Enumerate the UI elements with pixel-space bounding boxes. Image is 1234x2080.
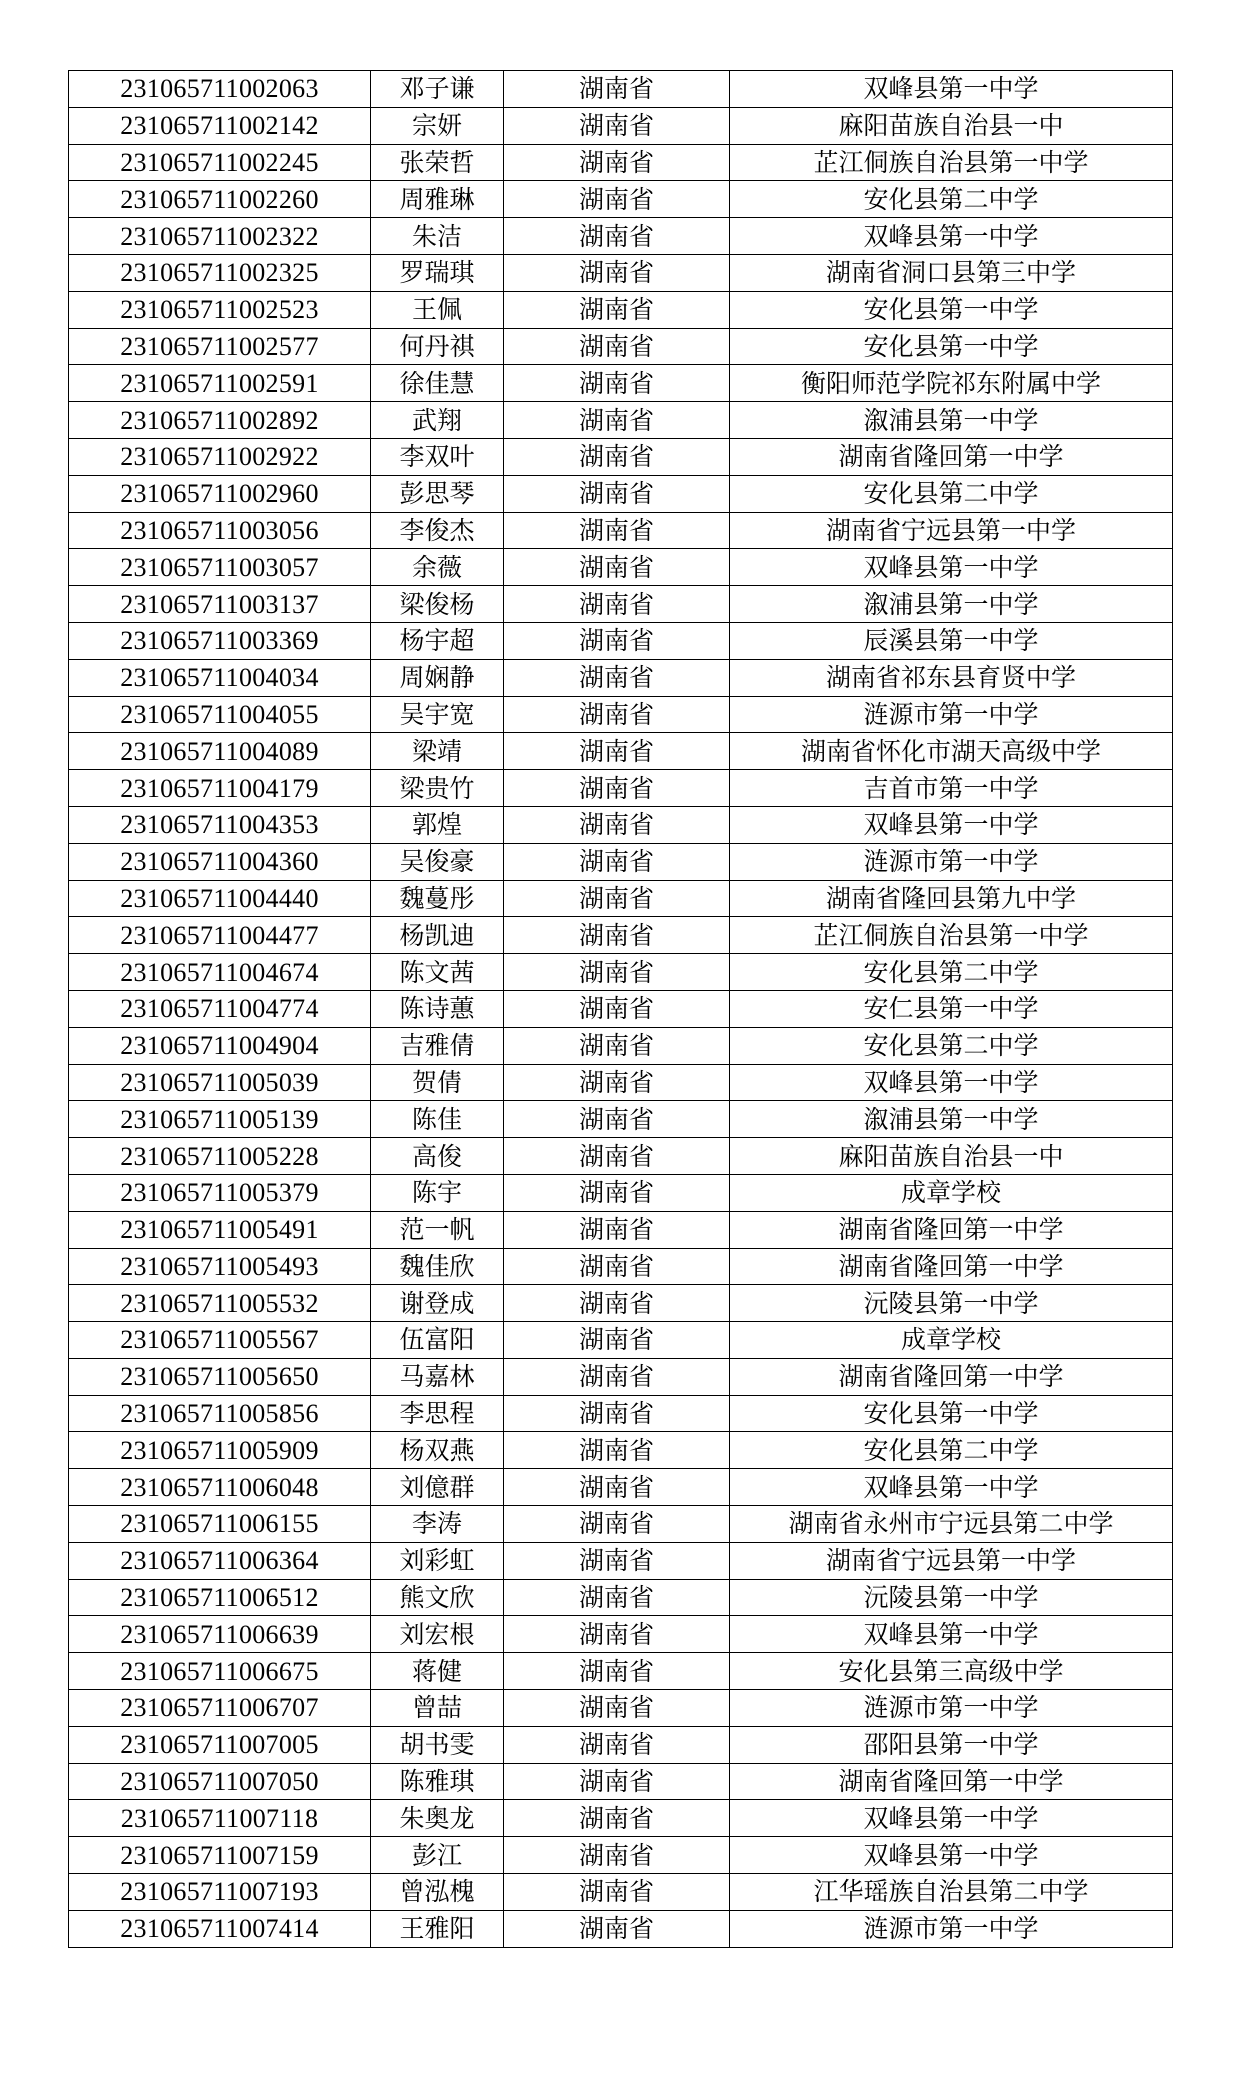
candidate-id-cell: 231065711007118 [69, 1800, 371, 1837]
province-cell: 湖南省 [504, 917, 730, 954]
student-name-cell: 贺倩 [371, 1064, 504, 1101]
school-name-cell: 湖南省宁远县第一中学 [730, 512, 1173, 549]
table-row [69, 1469, 1173, 1506]
school-name-cell: 成章学校 [730, 1322, 1173, 1359]
province-cell: 湖南省 [504, 365, 730, 402]
table-row [69, 1138, 1173, 1175]
candidate-id-cell: 231065711004034 [69, 659, 371, 696]
table-row [69, 1800, 1173, 1837]
candidate-id-cell: 231065711006639 [69, 1616, 371, 1653]
student-name-cell: 李涛 [371, 1506, 504, 1543]
candidate-id-cell: 231065711003369 [69, 622, 371, 659]
candidate-id-cell: 231065711002325 [69, 254, 371, 291]
table-row [69, 1542, 1173, 1579]
candidate-id-cell: 231065711003057 [69, 549, 371, 586]
province-cell: 湖南省 [504, 328, 730, 365]
table-row [69, 1653, 1173, 1690]
table-row [69, 1027, 1173, 1064]
candidate-id-cell: 231065711005567 [69, 1322, 371, 1359]
student-name-cell: 吴俊豪 [371, 843, 504, 880]
student-name-cell: 曾喆 [371, 1690, 504, 1727]
student-name-cell: 刘億群 [371, 1469, 504, 1506]
province-cell: 湖南省 [504, 770, 730, 807]
candidate-id-cell: 231065711002892 [69, 402, 371, 439]
province-cell: 湖南省 [504, 843, 730, 880]
school-name-cell: 湖南省宁远县第一中学 [730, 1542, 1173, 1579]
school-name-cell: 安化县第二中学 [730, 475, 1173, 512]
student-name-cell: 何丹祺 [371, 328, 504, 365]
student-name-cell: 梁俊杨 [371, 586, 504, 623]
student-name-cell: 罗瑞琪 [371, 254, 504, 291]
school-name-cell: 江华瑶族自治县第二中学 [730, 1874, 1173, 1911]
province-cell: 湖南省 [504, 254, 730, 291]
school-name-cell: 安化县第一中学 [730, 1395, 1173, 1432]
school-name-cell: 涟源市第一中学 [730, 843, 1173, 880]
province-cell: 湖南省 [504, 475, 730, 512]
student-name-cell: 王雅阳 [371, 1910, 504, 1947]
candidate-id-cell: 231065711006512 [69, 1579, 371, 1616]
school-name-cell: 辰溪县第一中学 [730, 622, 1173, 659]
table-row [69, 328, 1173, 365]
province-cell: 湖南省 [504, 990, 730, 1027]
province-cell: 湖南省 [504, 218, 730, 255]
student-name-cell: 李双叶 [371, 438, 504, 475]
province-cell: 湖南省 [504, 1027, 730, 1064]
table-row [69, 365, 1173, 402]
student-name-cell: 徐佳慧 [371, 365, 504, 402]
school-name-cell: 双峰县第一中学 [730, 1837, 1173, 1874]
province-cell: 湖南省 [504, 1800, 730, 1837]
province-cell: 湖南省 [504, 954, 730, 991]
table-row [69, 1248, 1173, 1285]
school-name-cell: 安化县第三高级中学 [730, 1653, 1173, 1690]
province-cell: 湖南省 [504, 1837, 730, 1874]
table-row [69, 1837, 1173, 1874]
student-name-cell: 梁贵竹 [371, 770, 504, 807]
province-cell: 湖南省 [504, 1506, 730, 1543]
table-row [69, 438, 1173, 475]
school-name-cell: 湖南省永州市宁远县第二中学 [730, 1506, 1173, 1543]
candidate-id-cell: 231065711004774 [69, 990, 371, 1027]
candidate-id-cell: 231065711002063 [69, 71, 371, 108]
candidate-id-cell: 231065711006048 [69, 1469, 371, 1506]
table-row [69, 1395, 1173, 1432]
candidate-id-cell: 231065711002922 [69, 438, 371, 475]
school-name-cell: 安化县第二中学 [730, 181, 1173, 218]
candidate-id-cell: 231065711004477 [69, 917, 371, 954]
candidate-id-cell: 231065711007414 [69, 1910, 371, 1947]
table-row [69, 954, 1173, 991]
student-name-cell: 陈佳 [371, 1101, 504, 1138]
school-name-cell: 湖南省隆回县第九中学 [730, 880, 1173, 917]
school-name-cell: 涟源市第一中学 [730, 1690, 1173, 1727]
province-cell: 湖南省 [504, 586, 730, 623]
province-cell: 湖南省 [504, 1763, 730, 1800]
province-cell: 湖南省 [504, 1358, 730, 1395]
school-name-cell: 成章学校 [730, 1174, 1173, 1211]
school-name-cell: 双峰县第一中学 [730, 1616, 1173, 1653]
table-row [69, 696, 1173, 733]
province-cell: 湖南省 [504, 71, 730, 108]
school-name-cell: 芷江侗族自治县第一中学 [730, 144, 1173, 181]
table-row [69, 1174, 1173, 1211]
province-cell: 湖南省 [504, 1064, 730, 1101]
school-name-cell: 溆浦县第一中学 [730, 586, 1173, 623]
student-name-cell: 杨双燕 [371, 1432, 504, 1469]
school-name-cell: 安化县第一中学 [730, 291, 1173, 328]
candidate-id-cell: 231065711007050 [69, 1763, 371, 1800]
school-name-cell: 湖南省隆回第一中学 [730, 1763, 1173, 1800]
school-name-cell: 湖南省隆回第一中学 [730, 1211, 1173, 1248]
school-name-cell: 涟源市第一中学 [730, 1910, 1173, 1947]
table-row [69, 107, 1173, 144]
table-row [69, 254, 1173, 291]
school-name-cell: 双峰县第一中学 [730, 1064, 1173, 1101]
student-name-cell: 范一帆 [371, 1211, 504, 1248]
province-cell: 湖南省 [504, 1542, 730, 1579]
school-name-cell: 双峰县第一中学 [730, 218, 1173, 255]
province-cell: 湖南省 [504, 1322, 730, 1359]
candidate-id-cell: 231065711006707 [69, 1690, 371, 1727]
school-name-cell: 湖南省洞口县第三中学 [730, 254, 1173, 291]
province-cell: 湖南省 [504, 402, 730, 439]
province-cell: 湖南省 [504, 696, 730, 733]
student-name-cell: 王佩 [371, 291, 504, 328]
province-cell: 湖南省 [504, 549, 730, 586]
table-row [69, 1579, 1173, 1616]
table-row [69, 990, 1173, 1027]
table-row [69, 1432, 1173, 1469]
table-row [69, 144, 1173, 181]
province-cell: 湖南省 [504, 1174, 730, 1211]
school-name-cell: 衡阳师范学院祁东附属中学 [730, 365, 1173, 402]
table-row [69, 1322, 1173, 1359]
student-name-cell: 马嘉林 [371, 1358, 504, 1395]
candidate-id-cell: 231065711007159 [69, 1837, 371, 1874]
candidate-id-cell: 231065711004055 [69, 696, 371, 733]
table-row [69, 1358, 1173, 1395]
province-cell: 湖南省 [504, 512, 730, 549]
school-name-cell: 麻阳苗族自治县一中 [730, 1138, 1173, 1175]
table-row [69, 218, 1173, 255]
province-cell: 湖南省 [504, 1101, 730, 1138]
student-name-cell: 张荣哲 [371, 144, 504, 181]
candidate-id-cell: 231065711006364 [69, 1542, 371, 1579]
student-name-cell: 朱奥龙 [371, 1800, 504, 1837]
table-row [69, 917, 1173, 954]
school-name-cell: 双峰县第一中学 [730, 1469, 1173, 1506]
student-name-cell: 曾泓槐 [371, 1874, 504, 1911]
school-name-cell: 沅陵县第一中学 [730, 1579, 1173, 1616]
table-row [69, 1101, 1173, 1138]
province-cell: 湖南省 [504, 107, 730, 144]
table-row [69, 659, 1173, 696]
student-name-cell: 李思程 [371, 1395, 504, 1432]
school-name-cell: 安化县第二中学 [730, 1432, 1173, 1469]
student-name-cell: 刘彩虹 [371, 1542, 504, 1579]
student-name-cell: 魏佳欣 [371, 1248, 504, 1285]
student-name-cell: 彭思琴 [371, 475, 504, 512]
table-row [69, 291, 1173, 328]
table-row [69, 1910, 1173, 1947]
candidate-id-cell: 231065711005909 [69, 1432, 371, 1469]
student-name-cell: 吉雅倩 [371, 1027, 504, 1064]
table-row [69, 181, 1173, 218]
candidate-id-cell: 231065711004440 [69, 880, 371, 917]
candidate-id-cell: 231065711002322 [69, 218, 371, 255]
school-name-cell: 芷江侗族自治县第一中学 [730, 917, 1173, 954]
student-name-cell: 刘宏根 [371, 1616, 504, 1653]
province-cell: 湖南省 [504, 733, 730, 770]
table-row [69, 549, 1173, 586]
school-name-cell: 溆浦县第一中学 [730, 402, 1173, 439]
student-name-cell: 宗妍 [371, 107, 504, 144]
student-name-cell: 杨凯迪 [371, 917, 504, 954]
student-name-cell: 胡书雯 [371, 1726, 504, 1763]
province-cell: 湖南省 [504, 1248, 730, 1285]
school-name-cell: 安化县第二中学 [730, 1027, 1173, 1064]
table-row [69, 1690, 1173, 1727]
table-row [69, 770, 1173, 807]
candidate-id-cell: 231065711002577 [69, 328, 371, 365]
candidate-id-cell: 231065711004904 [69, 1027, 371, 1064]
province-cell: 湖南省 [504, 1690, 730, 1727]
table-row [69, 1616, 1173, 1653]
candidate-id-cell: 231065711005139 [69, 1101, 371, 1138]
province-cell: 湖南省 [504, 1579, 730, 1616]
school-name-cell: 双峰县第一中学 [730, 1800, 1173, 1837]
student-name-cell: 陈诗蕙 [371, 990, 504, 1027]
province-cell: 湖南省 [504, 1395, 730, 1432]
candidate-id-cell: 231065711005493 [69, 1248, 371, 1285]
table-row [69, 843, 1173, 880]
student-name-cell: 魏蔓彤 [371, 880, 504, 917]
student-name-cell: 谢登成 [371, 1285, 504, 1322]
candidate-id-cell: 231065711004089 [69, 733, 371, 770]
school-name-cell: 湖南省隆回第一中学 [730, 1248, 1173, 1285]
candidate-id-cell: 231065711005491 [69, 1211, 371, 1248]
student-name-cell: 陈宇 [371, 1174, 504, 1211]
candidate-id-cell: 231065711005650 [69, 1358, 371, 1395]
school-name-cell: 溆浦县第一中学 [730, 1101, 1173, 1138]
student-name-cell: 李俊杰 [371, 512, 504, 549]
province-cell: 湖南省 [504, 1616, 730, 1653]
student-name-cell: 朱洁 [371, 218, 504, 255]
table-row [69, 1874, 1173, 1911]
school-name-cell: 湖南省隆回第一中学 [730, 438, 1173, 475]
student-name-cell: 周雅琳 [371, 181, 504, 218]
school-name-cell: 双峰县第一中学 [730, 806, 1173, 843]
candidate-id-cell: 231065711005228 [69, 1138, 371, 1175]
province-cell: 湖南省 [504, 1285, 730, 1322]
table-body [69, 71, 1173, 1948]
school-name-cell: 麻阳苗族自治县一中 [730, 107, 1173, 144]
province-cell: 湖南省 [504, 1432, 730, 1469]
province-cell: 湖南省 [504, 806, 730, 843]
school-name-cell: 邵阳县第一中学 [730, 1726, 1173, 1763]
table-row [69, 1211, 1173, 1248]
school-name-cell: 安仁县第一中学 [730, 990, 1173, 1027]
school-name-cell: 双峰县第一中学 [730, 71, 1173, 108]
province-cell: 湖南省 [504, 659, 730, 696]
candidate-id-cell: 231065711005379 [69, 1174, 371, 1211]
table-row [69, 806, 1173, 843]
candidate-id-cell: 231065711003056 [69, 512, 371, 549]
student-name-cell: 陈雅琪 [371, 1763, 504, 1800]
province-cell: 湖南省 [504, 1138, 730, 1175]
student-name-cell: 周娴静 [371, 659, 504, 696]
candidate-id-cell: 231065711002960 [69, 475, 371, 512]
student-name-cell: 余薇 [371, 549, 504, 586]
candidate-id-cell: 231065711005856 [69, 1395, 371, 1432]
province-cell: 湖南省 [504, 1726, 730, 1763]
candidate-id-cell: 231065711004674 [69, 954, 371, 991]
student-name-cell: 蒋健 [371, 1653, 504, 1690]
student-name-cell: 杨宇超 [371, 622, 504, 659]
school-name-cell: 湖南省祁东县育贤中学 [730, 659, 1173, 696]
candidate-id-cell: 231065711006155 [69, 1506, 371, 1543]
school-name-cell: 安化县第二中学 [730, 954, 1173, 991]
student-name-cell: 高俊 [371, 1138, 504, 1175]
student-list-table [68, 70, 1173, 1948]
candidate-id-cell: 231065711005039 [69, 1064, 371, 1101]
table-row [69, 475, 1173, 512]
school-name-cell: 双峰县第一中学 [730, 549, 1173, 586]
student-name-cell: 彭江 [371, 1837, 504, 1874]
candidate-id-cell: 231065711004179 [69, 770, 371, 807]
province-cell: 湖南省 [504, 1211, 730, 1248]
province-cell: 湖南省 [504, 438, 730, 475]
province-cell: 湖南省 [504, 144, 730, 181]
province-cell: 湖南省 [504, 181, 730, 218]
table-row [69, 622, 1173, 659]
province-cell: 湖南省 [504, 880, 730, 917]
table-row [69, 586, 1173, 623]
student-name-cell: 邓子谦 [371, 71, 504, 108]
student-name-cell: 陈文茜 [371, 954, 504, 991]
student-name-cell: 武翔 [371, 402, 504, 439]
table-row [69, 1763, 1173, 1800]
table-row [69, 880, 1173, 917]
province-cell: 湖南省 [504, 1874, 730, 1911]
school-name-cell: 湖南省怀化市湖天高级中学 [730, 733, 1173, 770]
province-cell: 湖南省 [504, 1653, 730, 1690]
table-row [69, 1506, 1173, 1543]
table-row [69, 512, 1173, 549]
province-cell: 湖南省 [504, 1910, 730, 1947]
candidate-id-cell: 231065711006675 [69, 1653, 371, 1690]
school-name-cell: 涟源市第一中学 [730, 696, 1173, 733]
student-name-cell: 伍富阳 [371, 1322, 504, 1359]
table-row [69, 1726, 1173, 1763]
student-name-cell: 梁靖 [371, 733, 504, 770]
student-name-cell: 熊文欣 [371, 1579, 504, 1616]
candidate-id-cell: 231065711003137 [69, 586, 371, 623]
school-name-cell: 沅陵县第一中学 [730, 1285, 1173, 1322]
table-row [69, 733, 1173, 770]
table-row [69, 1064, 1173, 1101]
candidate-id-cell: 231065711005532 [69, 1285, 371, 1322]
school-name-cell: 安化县第一中学 [730, 328, 1173, 365]
student-name-cell: 吴宇宽 [371, 696, 504, 733]
province-cell: 湖南省 [504, 291, 730, 328]
candidate-id-cell: 231065711002142 [69, 107, 371, 144]
province-cell: 湖南省 [504, 622, 730, 659]
candidate-id-cell: 231065711002523 [69, 291, 371, 328]
candidate-id-cell: 231065711007005 [69, 1726, 371, 1763]
candidate-id-cell: 231065711002591 [69, 365, 371, 402]
student-name-cell: 郭煌 [371, 806, 504, 843]
candidate-id-cell: 231065711007193 [69, 1874, 371, 1911]
candidate-id-cell: 231065711004353 [69, 806, 371, 843]
candidate-id-cell: 231065711002245 [69, 144, 371, 181]
table-row [69, 71, 1173, 108]
table-row [69, 402, 1173, 439]
school-name-cell: 吉首市第一中学 [730, 770, 1173, 807]
school-name-cell: 湖南省隆回第一中学 [730, 1358, 1173, 1395]
province-cell: 湖南省 [504, 1469, 730, 1506]
table-row [69, 1285, 1173, 1322]
candidate-id-cell: 231065711004360 [69, 843, 371, 880]
candidate-id-cell: 231065711002260 [69, 181, 371, 218]
